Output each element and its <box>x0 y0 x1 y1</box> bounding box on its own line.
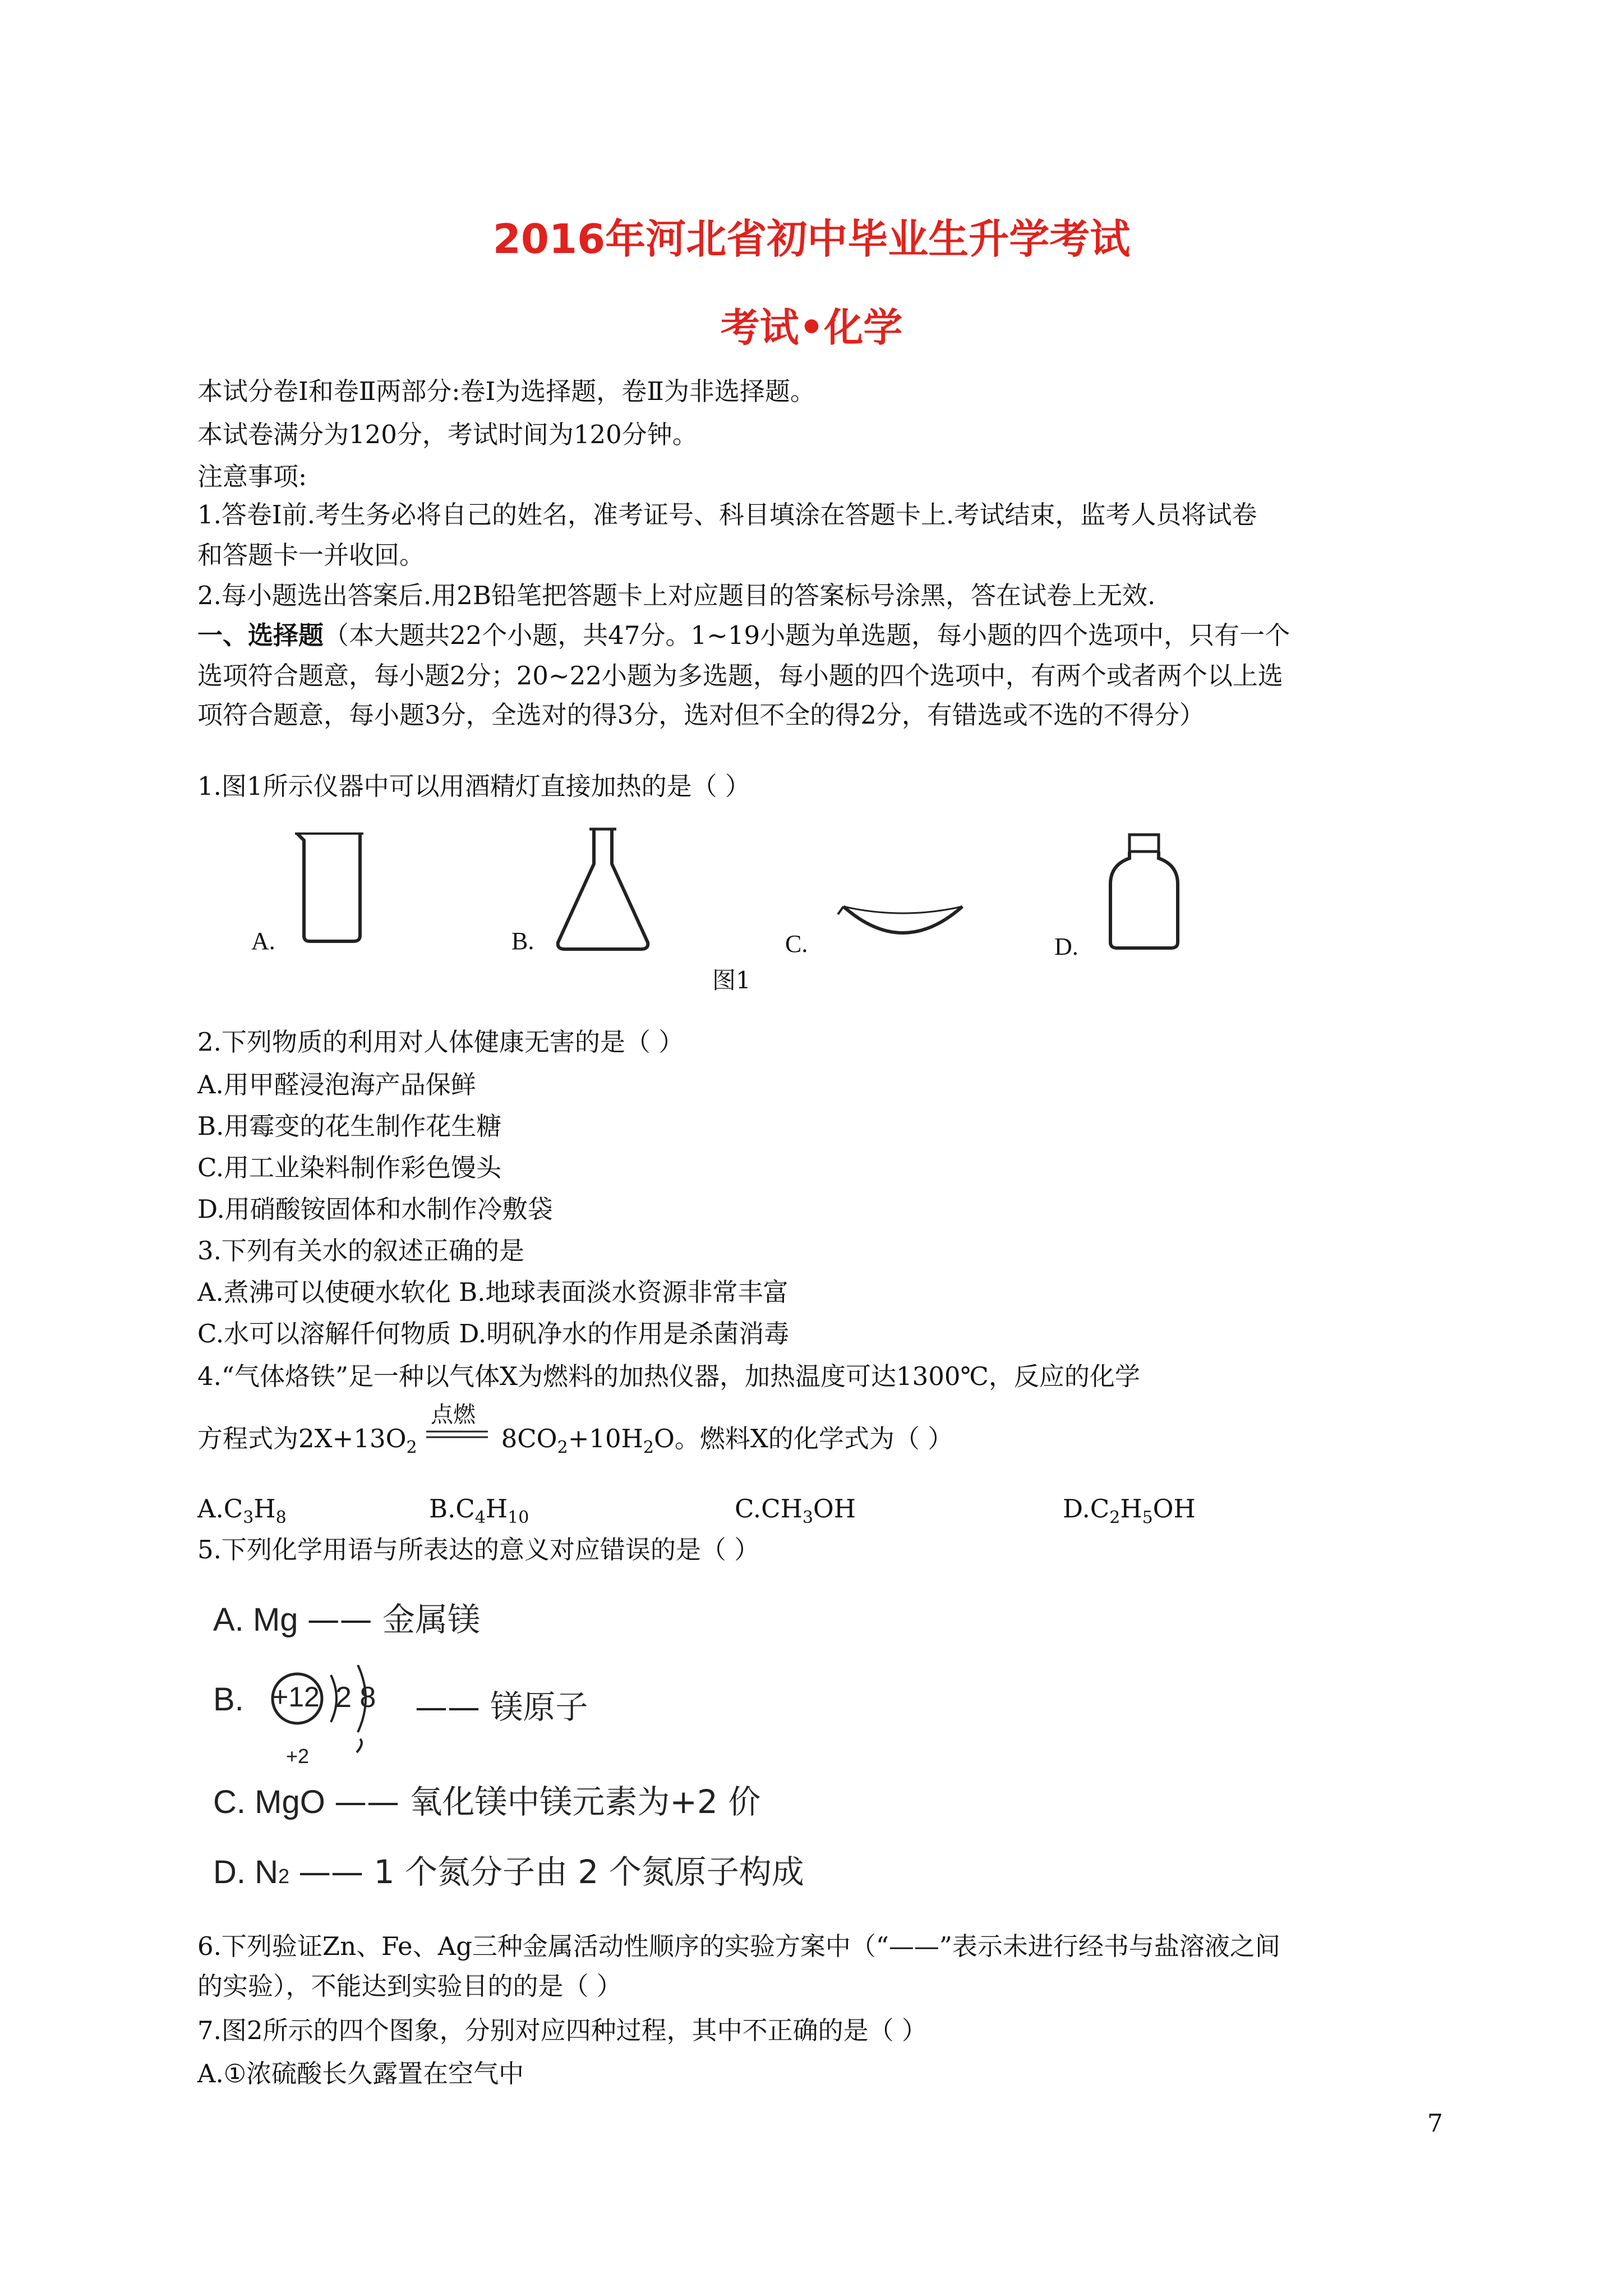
intro-line-3: 注意事项: <box>197 462 307 491</box>
section-line-1 <box>197 619 1290 652</box>
atom-nucleus-charge: +12 <box>272 1681 320 1713</box>
q2-text: 2.下列物质的利用对人体健康无害的是（ ） <box>197 1027 684 1057</box>
atom-electron-shells: 2 8 <box>335 1681 376 1714</box>
q2-option-b: B.用霉变的花生制作花生糖 <box>197 1111 502 1141</box>
intro-line-6: 2.每小题选出答案后.用2B铅笔把答题卡上对应题目的答案标号涂黑，答在试卷上无效. <box>197 581 1156 610</box>
q4-line-1: 4.“气体烙铁”足一种以气体X为燃料的加热仪器，加热温度可达1300℃，反应的化学 <box>197 1361 1140 1391</box>
beaker-figure <box>292 830 370 948</box>
q5-option-b-label: B. <box>213 1681 244 1718</box>
q2-option-c: C.用工业染料制作彩色馒头 <box>197 1153 502 1182</box>
evaporating-dish-figure <box>836 898 970 954</box>
conical-flask-figure <box>552 825 653 954</box>
q3-options-cd: C.水可以溶解仟何物质 D.明矾净水的作用是杀菌消毒 <box>197 1319 790 1349</box>
figure-1-caption: 图1 <box>712 967 751 994</box>
q4-eq-products: 8CO <box>501 1424 557 1453</box>
page-number: 7 <box>1427 2109 1443 2138</box>
q1-label-c: C. <box>785 930 808 958</box>
section-desc-1: （本大题共22个小题，共47分。1~19小题为单选题，每小题的四个选项中，只有一个 <box>324 620 1290 650</box>
q5-text: 5.下列化学用语与所表达的意义对应错误的是（ ） <box>197 1535 760 1565</box>
section-heading: 一、选择题 <box>197 620 324 650</box>
q7-text: 7.图2所示的四个图象，分别对应四种过程，其中不正确的是（ ） <box>197 2016 927 2045</box>
q4-eq-prefix: 方程式为2X+13O <box>197 1424 407 1453</box>
q5-option-c-charge: +2 <box>286 1745 310 1768</box>
q5-option-b-desc: —— 镁原子 <box>415 1688 588 1726</box>
exam-subtitle: 考试•化学 <box>720 305 903 351</box>
exam-title: 2016年河北省初中毕业生升学考试 <box>492 215 1131 263</box>
intro-line-5: 和答题卡一并收回。 <box>197 540 425 570</box>
section-desc-3: 项符合题意，每小题3分，全选对的得3分，选对但不全的得2分，有错选或不选的不得分） <box>197 700 1205 730</box>
section-desc-2: 选项符合题意，每小题2分；20~22小题为多选题，每小题的四个选项中，有两个或者两个以上选 <box>197 661 1283 691</box>
q1-label-b: B. <box>511 927 534 955</box>
q3-options-ab: A.煮沸可以使硬水软化 B.地球表面淡水资源非常丰富 <box>197 1277 789 1307</box>
q5-option-d: D. N2 —— 1 个氮分子由 2 个氮原子构成 <box>213 1853 804 1891</box>
q1-label-a: A. <box>251 927 275 955</box>
q1-label-d: D. <box>1054 933 1078 960</box>
q1-text: 1.图1所示仪器中可以用酒精灯直接加热的是（ ） <box>197 771 750 801</box>
q4-eq-suffix: O。燃料X的化学式为（ ） <box>654 1424 953 1453</box>
intro-line-1: 本试分卷Ⅰ和卷Ⅱ两部分:卷Ⅰ为选择题，卷Ⅱ为非选择题。 <box>197 376 815 406</box>
intro-line-2: 本试卷满分为120分，考试时间为120分钟。 <box>197 420 698 449</box>
intro-line-4: 1.答卷Ⅰ前.考生务必将自己的姓名，准考证号、科目填涂在答题卡上.考试结束，监考人员将试卷 <box>197 500 1257 530</box>
q4-option-a: $A.C_3H_8$ <box>197 1494 287 1527</box>
q2-option-a: A.用甲醛浸泡海产品保鲜 <box>197 1070 476 1099</box>
q4-equation: 方程式为$2X+13O_2$ $8CO_2+10H_2O$。燃料X的化学式为（ ） <box>197 1424 953 1457</box>
q2-option-d: D.用硝酸铵固体和水制作冷敷袋 <box>197 1194 553 1224</box>
q6-line-2: 的实验），不能达到实验目的的是（ ） <box>197 1971 622 2001</box>
q4-option-b: $B.C_4H_{10}$ <box>429 1494 529 1527</box>
q5-option-a: A. Mg —— 金属镁 <box>213 1600 481 1639</box>
q4-option-c: $C.CH_3OH$ <box>735 1494 856 1527</box>
q4-reaction-condition: 点燃 <box>431 1402 476 1428</box>
q6-line-1: 6.下列验证Zn、Fe、Ag三种金属活动性顺序的实验方案中（“——”表示未进行经书与盐溶液之间 <box>197 1931 1280 1961</box>
q3-text: 3.下列有关水的叙述正确的是 <box>197 1236 524 1266</box>
q7-option-a: A.①浓硫酸长久露置在空气中 <box>197 2059 524 2088</box>
q4-option-d: $D.C_2H_5OH$ <box>1063 1494 1196 1527</box>
reagent-bottle-figure <box>1105 830 1183 954</box>
q5-option-c: C. MgO —— 氧化镁中镁元素为+2 价 <box>213 1783 761 1821</box>
